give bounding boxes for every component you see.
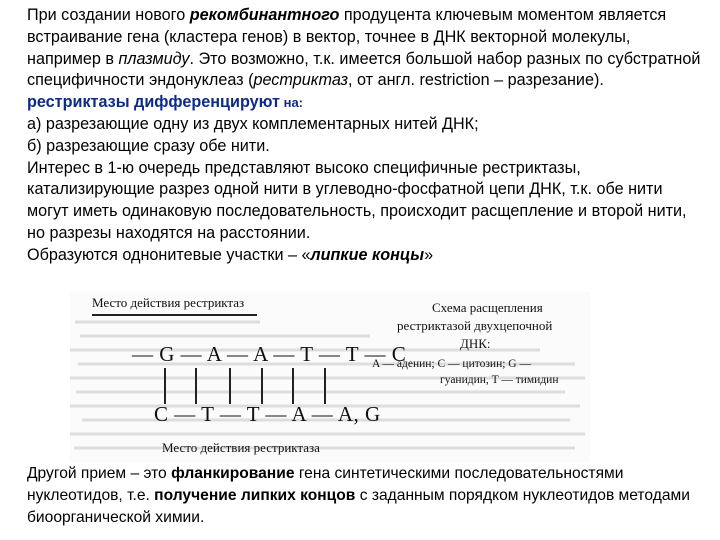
- bottom-cut-site-label: Место действия рестриктаза: [162, 440, 320, 455]
- top-cut-site-label: Место действия рестриктаз: [92, 295, 245, 310]
- term-plasmid: плазмиду: [118, 49, 190, 68]
- text-run: , от англ. restriction – разрезание).: [348, 71, 604, 90]
- nucleotide-legend-line1: A — аденин; C — цитозин; G —: [372, 358, 531, 370]
- text-run: . Это возможно, т.к. имеется большой набор разных по субстратной специфичности эндонуклеаз (: [27, 49, 701, 90]
- bottom-strand-sequence: C — T — T — A — A, G: [154, 402, 381, 426]
- hydrogen-bond: [195, 368, 197, 404]
- term-recombinant: рекомбинантного: [189, 6, 340, 24]
- term-restrictases: рестриктаз: [253, 71, 349, 90]
- dna-restriction-figure: [70, 292, 590, 462]
- hydrogen-bond: [261, 368, 263, 404]
- top-label-underline: [92, 314, 257, 316]
- term-sticky-ends: липкие концы: [310, 245, 425, 264]
- blue-heading-main: рестриктазы дифференцируют: [27, 93, 280, 112]
- text-run: Другой прием – это: [27, 465, 172, 482]
- text-run: продуцента ключевым моментом является встраивание гена (кластера генов) в вектор, точнее в ДНК векторной молекулы, например в: [27, 6, 667, 68]
- term-sticky-ends-obtaining: получение липких концов: [154, 487, 356, 504]
- scheme-title-line2: рестриктазой двухцепочной: [397, 318, 553, 333]
- nucleotide-legend-line2: гуанидин, T — тимидин: [440, 374, 559, 386]
- main-text: [27, 5, 707, 267]
- hydrogen-bond: [164, 368, 166, 404]
- blue-heading-tail: на:: [279, 95, 304, 111]
- hydrogen-bond: [292, 368, 294, 404]
- blue-heading: [27, 93, 303, 111]
- text-run: Образуются однонитевые участки – «: [27, 245, 311, 264]
- hydrogen-bond: [324, 368, 326, 404]
- text-run: При создании нового: [27, 6, 190, 24]
- term-flanking: фланкирование: [171, 465, 295, 482]
- hydrogen-bond: [229, 368, 231, 404]
- text-run: с заданным порядком нуклеотидов методами биоорганической химии.: [27, 487, 690, 526]
- scheme-title-line1: Схема расщепления: [432, 300, 543, 315]
- top-strand-sequence: — G — A — A — T — T — C: [132, 342, 407, 366]
- list-item-a: а) разрезающие одну из двух комплементарных нитей ДНК;: [27, 114, 479, 133]
- list-item-b: б) разрезающие сразу обе нити.: [27, 136, 270, 155]
- bleed-through-texture: [70, 312, 590, 460]
- text-run: »: [424, 245, 434, 264]
- text-run: Интерес в 1-ю очередь представляют высоко специфичные рестриктазы, катализирующие разрез одной нити в углеводно-фосфатной цепи ДНК, т.к. обе нити могут иметь одинаковую последовательность, происходит расщепление и второй нити, но разрезы находятся на расстоянии.: [27, 158, 687, 242]
- text-run: гена синтетическими последовательностями нуклеотидов, т.е.: [27, 465, 624, 504]
- bottom-text: [27, 463, 707, 529]
- scheme-title-line3: ДНК:: [460, 336, 491, 351]
